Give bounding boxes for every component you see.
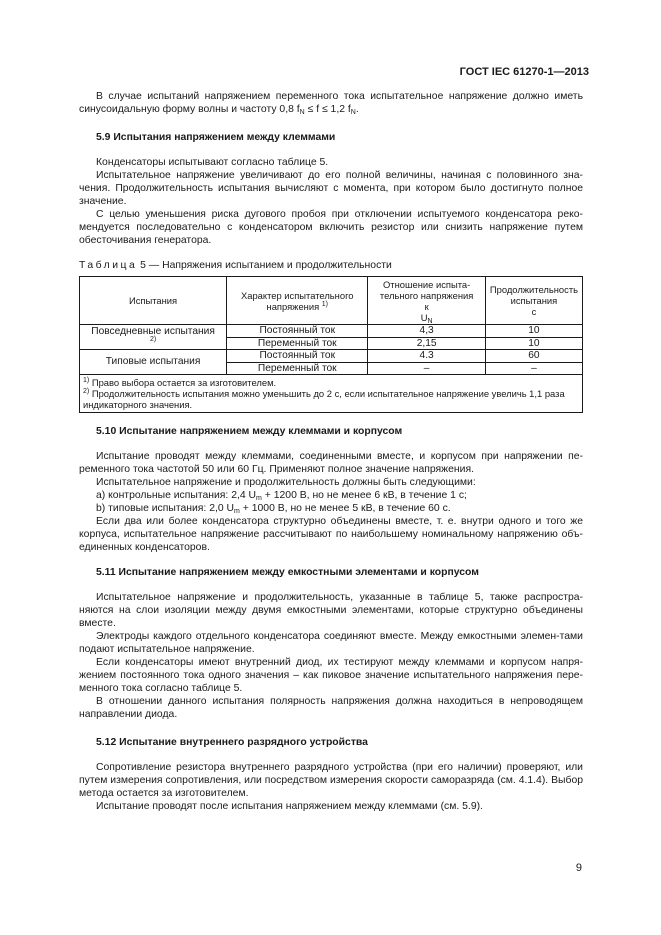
table-row <box>80 325 583 338</box>
s512-paragraph-1: Сопротивление резистора внутреннего разрядного устройства (при его наличии) проверяют, или путем измерения сопротивления, или посредством измерения скорости саморазряда (см. 4.1.4). Выбор метода остается за изготовителем. <box>79 762 583 799</box>
table-cell: 10 <box>485 337 582 350</box>
s511-paragraph-2: Электроды каждого отдельного конденсатора соединяют вместе. Между емкостными элемен-тами подают испытательное напряжение. <box>79 631 583 655</box>
intro-paragraph: В случае испытаний напряжением переменного тока испытательное напряжение должно иметь синусоидальную форму волны и частоту 0,8 $f_N \le f \le 1,2$ $f_N$. <box>79 91 583 116</box>
s512-paragraph-2: Испытание проводят после испытания напряжением между клеммами (см. 5.9). <box>96 801 483 812</box>
header-tests: Испытания <box>80 277 227 325</box>
table-header-row <box>80 277 583 325</box>
header-voltage-nature: Характер испытательного напряжения $^{1)}$ <box>227 277 368 325</box>
table-row <box>80 350 583 363</box>
table-cell: – <box>368 362 485 375</box>
table-cell: 60 <box>485 350 582 363</box>
test-voltage-table <box>79 276 583 413</box>
standard-header: ГОСТ IEC 61270-1—2013 <box>459 66 589 78</box>
s59-paragraph-1: Конденсаторы испытывают согласно таблице 5. <box>96 157 329 168</box>
routine-tests-label: Повседневные испытания $^{2)}$ <box>80 325 227 350</box>
section-5-9-title: 5.9 Испытания напряжением между клеммами <box>96 132 336 143</box>
s59-paragraph-3: С целью уменьшения риска дугового пробоя при отключении испытуемого конденсатора реко-мендуется последовательно с конденсатором включить резистор или снизить напряжение путем обесточивания генератора. <box>79 209 583 246</box>
table-note-1: $^{1)}$ Право выбора остается за изготовителем. <box>83 377 277 388</box>
s510-paragraph-2: Испытательное напряжение и продолжительность должны быть следующими: <box>96 477 476 488</box>
header-test-duration: Продолжительность испытания с <box>485 277 582 325</box>
s510-item-b: b) типовые испытания: 2,0 $U_m + 1000$ В, но не менее 5 кВ, в течение 60 с. <box>96 503 451 515</box>
table-notes-row <box>80 375 583 413</box>
section-5-10-title: 5.10 Испытание напряжением между клеммами и корпусом <box>96 426 403 437</box>
table-cell: Постоянный ток <box>227 325 368 338</box>
table-notes <box>80 375 583 413</box>
table-note-2: $^{2)}$ Продолжительность испытания можно уменьшить до 2 с, если испытательное напряжение увеличь 1,1 раза индикаторного значения. <box>83 388 565 410</box>
table-caption: Таблица 5 — Напряжения испытанием и продолжительности <box>79 260 392 271</box>
table-cell: Переменный ток <box>227 337 368 350</box>
table-cell: 10 <box>485 325 582 338</box>
table-cell: 4,3 <box>368 325 485 338</box>
s59-paragraph-2: Испытательное напряжение увеличивают до его полной величины, начиная с половинного зна-чения. Продолжительность испытания вычисляют с момента, при котором было достигнуто полное значение. <box>79 170 583 207</box>
s510-paragraph-3: Если два или более конденсатора структурно объединены вместе, т. е. внутри одного и того же корпуса, испытательное напряжение рассчитывают по наибольшему номинальному напряжению объ-единенных конденсаторов. <box>79 516 583 553</box>
s511-paragraph-3: Если конденсаторы имеют внутренний диод, их тестируют между клеммами и корпусом напря-жением постоянного тока одного значения – как пиковое значение испытательного напряжения пере-менного тока согласно таблице 5. <box>79 657 583 694</box>
s510-item-a: а) контрольные испытания: 2,4 $U_m + 1200$ В, но не менее 6 кВ, в течение 1 с; <box>96 490 467 502</box>
table-cell: 2,15 <box>368 337 485 350</box>
s510-paragraph-1: Испытание проводят между клеммами, соединенными вместе, и корпусом при напряжении пе-ременного тока частотой 50 или 60 Гц. Применяют полное значение напряжения. <box>79 451 583 475</box>
table-cell: Переменный ток <box>227 362 368 375</box>
s511-paragraph-1: Испытательное напряжение и продолжительность, указанные в таблице 5, также распростра-няются на слои изоляции между двумя емкостными элементами, которые структурно объединены вместе. <box>79 592 583 629</box>
header-voltage-ratio: Отношение испыта- тельного напряжения к $U_N$ <box>368 277 485 325</box>
page-number: 9 <box>575 862 582 874</box>
table-cell: Постоянный ток <box>227 350 368 363</box>
type-tests-label: Типовые испытания <box>80 350 227 375</box>
table-cell: 4.3 <box>368 350 485 363</box>
section-5-11-title: 5.11 Испытание напряжением между емкостными элементами и корпусом <box>96 567 479 578</box>
table-cell: – <box>485 362 582 375</box>
document-body <box>79 90 583 813</box>
section-5-12-title: 5.12 Испытание внутреннего разрядного устройства <box>96 737 368 748</box>
s511-paragraph-4: В отношении данного испытания полярность напряжения должна находиться в непроводящем направлении диода. <box>79 696 583 720</box>
